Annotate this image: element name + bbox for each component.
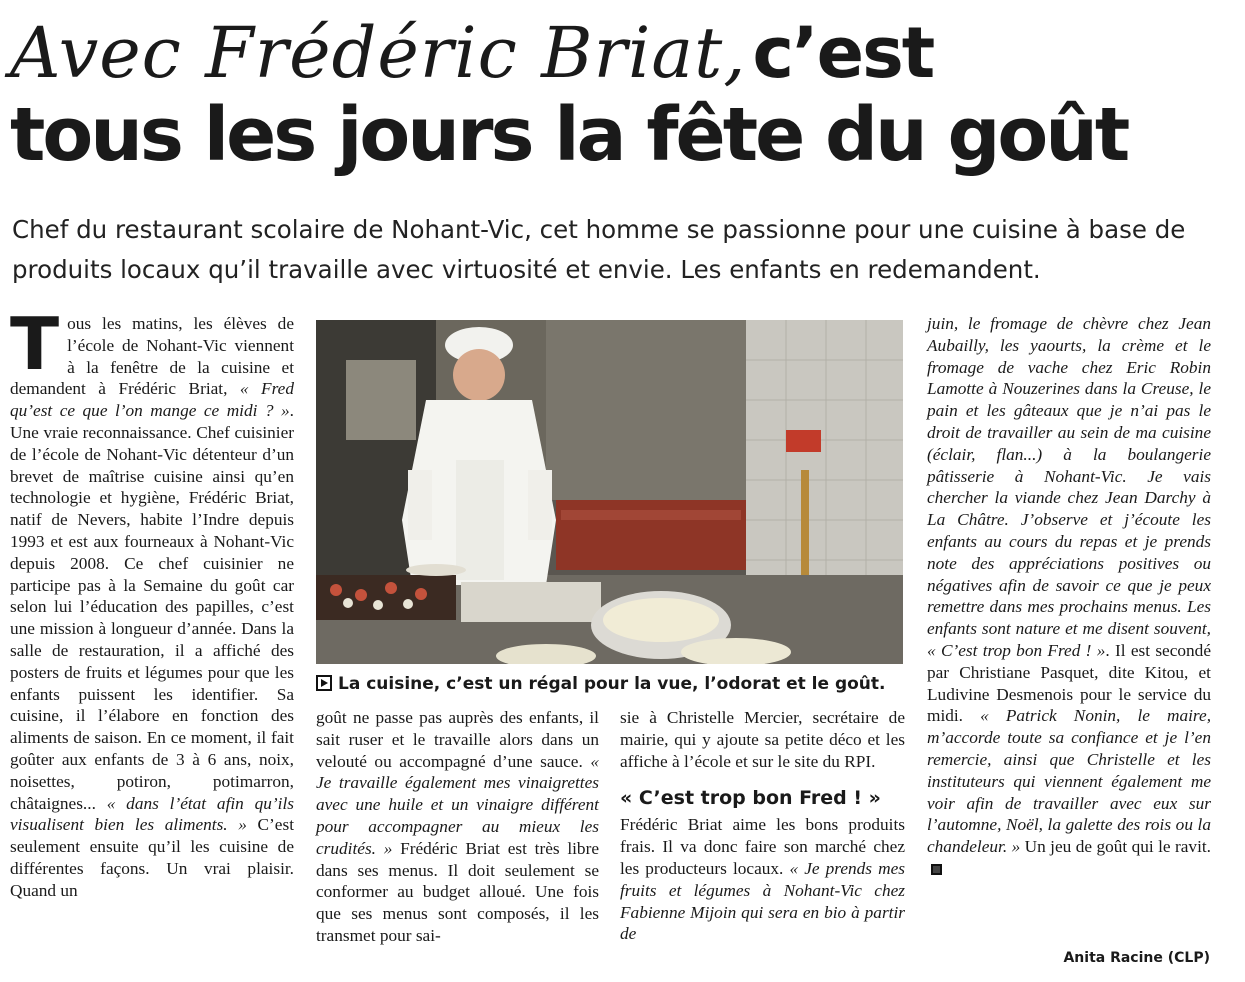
caption-arrow-icon: [316, 675, 332, 691]
standfirst: Chef du restaurant scolaire de Nohant-Vic, cet homme se passionne pour une cuisine à base de produits locaux qu’il travaille avec virtuosité et envie. Les enfants en redemandent.: [12, 215, 1186, 284]
col1-text-c: C’est seulement ensuite qu’il les cuisine de différentes façons. Un vrai plaisir. Quand un: [10, 815, 294, 900]
headline-line-1: [10, 12, 1235, 94]
column-1: [10, 302, 294, 902]
col2-text-a: goût ne passe pas auprès des enfants, il sait ruser et le travaille alors dans un velouté ou accompagné d’une sauce.: [316, 708, 599, 771]
chef-photo-illustration: [316, 320, 903, 664]
headline-bold: c’est: [752, 12, 934, 94]
drop-cap: T: [10, 302, 60, 386]
col2-quote: « Je travaille également mes vinaigrettes avec une huile et un vinaigre différent pour accompagner au mieux les crudités. »: [316, 751, 599, 858]
col4-text-b: Un jeu de goût qui le ravit.: [1020, 837, 1211, 857]
chef-photo: [316, 320, 903, 664]
col4-quote-1: juin, le fromage de chèvre chez Jean Aubailly, les yaourts, la crème et le fromage de vache chez Eric Robin Lamotte à Nouzerines dans la Creuse, le pain et les gâteaux que je n’ai pas le droit de travailler au sein de ma cuisine (éclair, flan...) à la boulangerie pâtisserie à Nohant-Vic. Je vais chercher la viande chez Jean Darchy à La Châtre. J’observe et j’écoute les enfants au cours du repas et je prends note des appréciations positives ou négatives afin de savoir ce que je peux remettre dans mes prochains menus. Les enfants sont nature et me disent souvent, « C’est trop bon Fred ! »: [927, 314, 1211, 660]
col4-text-a: . Il est secondé par Christiane Pasquet, dite Kitou, et Ludivine Desmenois pour le service du midi.: [927, 640, 1211, 726]
col3-text-b: Frédéric Briat aime les bons produits frais. Il va donc faire son marché chez les producteurs locaux.: [620, 815, 905, 878]
col1-text-b: . Une vraie reconnaissance. Chef cuisinier de l’école de Nohant-Vic détenteur d’un brevet de maîtrise cuisine ainsi qu’en technologie et hygiène, Frédéric Briat, natif de Nevers, habite l’Indre depuis 1993 et est aux fourneaux à Nohant-Vic depuis 2008. Ce chef cuisinier ne participe pas à la Semaine du goût car selon lui l’éducation des papilles, c’est une mission à longueur d’année. Dans la salle de restauration, il a affiché des posters de fruits et légumes pour que les enfants puissent les identifier. Sa cuisine, il l’élabore en fonction des aliments de saison. En ce moment, il fait goûter aux enfants de 3 à 6 ans, noix, noisettes, potiron, potimarron, châtaignes...: [10, 401, 294, 813]
col4-quote-2: « Patrick Nonin, le maire, m’accorde toute sa confiance et je l’en remercie, ainsi que Christelle et les instituteurs qui viennent également me voir afin de travailler avec eux sur l’automne, Noël, la galette des rois ou la chandeleur. »: [927, 706, 1212, 857]
col1-text-a: ous les matins, les élèves de l’école de Nohant-Vic viennent à la fenêtre de la cuisine et demandent à Frédéric Briat,: [10, 314, 294, 399]
col1-quote: « Fred qu’est ce que l’on mange ce midi ? »: [10, 379, 294, 421]
col2-text-b: Frédéric Briat est très libre dans ses menus. Il doit seulement se conformer au budget alloué. Une fois que ses menus sont composés, il les transmet pour sai-: [316, 838, 599, 945]
photo-caption: [316, 673, 906, 695]
end-mark-icon: [931, 864, 942, 875]
column-2: [316, 707, 599, 947]
column-4: [927, 313, 1211, 880]
col3-quote: « Je prends mes fruits et légumes à Nohant-Vic chez Fabienne Mijoin qui sera en bio à partir de: [620, 858, 905, 944]
column-3: [620, 707, 905, 945]
headline-line-2: tous les jours la fête du goût: [10, 92, 1128, 178]
byline: Anita Racine (CLP): [1063, 950, 1210, 966]
subheading: « C’est trop bon Fred ! »: [620, 787, 881, 810]
col1-quote-2: « dans l’état afin qu’ils visualisent bien les aliments. »: [10, 793, 294, 835]
headline-italic: Avec Frédéric Briat,: [10, 12, 747, 94]
caption-text: La cuisine, c’est un régal pour la vue, l’odorat et le goût.: [338, 674, 886, 694]
col3-text-a: sie à Christelle Mercier, secrétaire de mairie, qui y ajoute sa petite déco et les affiche à l’école et sur le site du RPI.: [620, 708, 905, 771]
headline: [10, 12, 1235, 178]
